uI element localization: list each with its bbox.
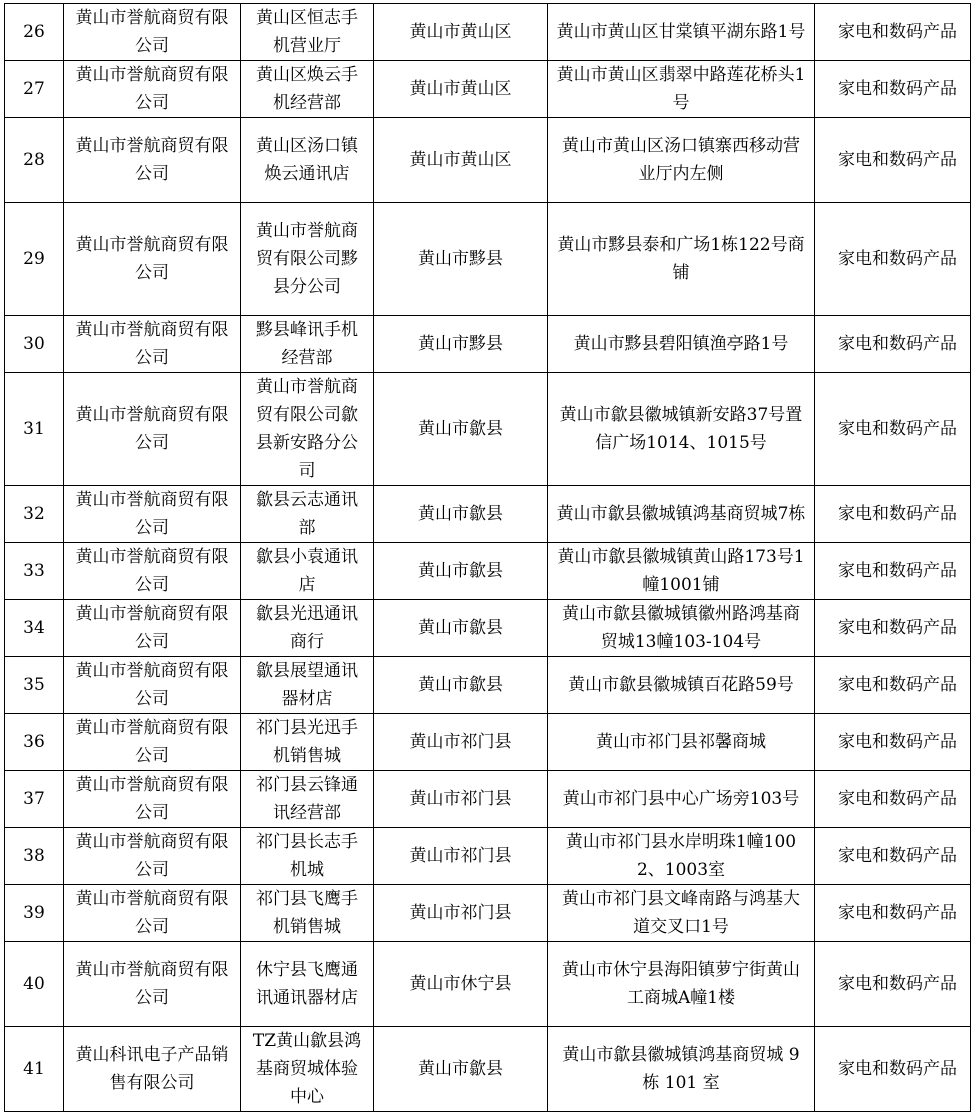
store-name-cell: 歙县小袁通讯店 <box>241 543 374 600</box>
company-cell: 黄山市誉航商贸有限公司 <box>64 203 241 316</box>
company-cell: 黄山科讯电子产品销售有限公司 <box>64 1027 241 1112</box>
area-cell: 黄山市黟县 <box>374 316 548 373</box>
store-name-cell: 歙县云志通讯部 <box>241 486 374 543</box>
area-cell: 黄山市祁门县 <box>374 771 548 828</box>
row-number-cell: 35 <box>5 657 64 714</box>
company-cell: 黄山市誉航商贸有限公司 <box>64 885 241 942</box>
merchant-table-body <box>5 4 971 1112</box>
store-name-cell: 黟县峰讯手机经营部 <box>241 316 374 373</box>
area-cell: 黄山市祁门县 <box>374 828 548 885</box>
category-cell: 家电和数码产品 <box>815 714 971 771</box>
table-row <box>5 316 971 373</box>
address-cell: 黄山市歙县徽城镇百花路59号 <box>548 657 815 714</box>
row-number-cell: 41 <box>5 1027 64 1112</box>
category-cell: 家电和数码产品 <box>815 885 971 942</box>
table-row <box>5 203 971 316</box>
company-cell: 黄山市誉航商贸有限公司 <box>64 771 241 828</box>
row-number-cell: 34 <box>5 600 64 657</box>
row-number-cell: 31 <box>5 373 64 486</box>
area-cell: 黄山市黟县 <box>374 203 548 316</box>
company-cell: 黄山市誉航商贸有限公司 <box>64 657 241 714</box>
address-cell: 黄山市黟县泰和广场1栋122号商铺 <box>548 203 815 316</box>
area-cell: 黄山市黄山区 <box>374 4 548 61</box>
area-cell: 黄山市黄山区 <box>374 61 548 118</box>
store-name-cell: 黄山区汤口镇焕云通讯店 <box>241 118 374 203</box>
address-cell: 黄山市祁门县水岸明珠1幢1002、1003室 <box>548 828 815 885</box>
row-number-cell: 40 <box>5 942 64 1027</box>
table-row <box>5 4 971 61</box>
table-row <box>5 61 971 118</box>
row-number-cell: 39 <box>5 885 64 942</box>
company-cell: 黄山市誉航商贸有限公司 <box>64 61 241 118</box>
area-cell: 黄山市歙县 <box>374 486 548 543</box>
category-cell: 家电和数码产品 <box>815 316 971 373</box>
address-cell: 黄山市黄山区翡翠中路莲花桥头1号 <box>548 61 815 118</box>
company-cell: 黄山市誉航商贸有限公司 <box>64 714 241 771</box>
category-cell: 家电和数码产品 <box>815 771 971 828</box>
store-name-cell: 歙县展望通讯器材店 <box>241 657 374 714</box>
table-row <box>5 942 971 1027</box>
store-name-cell: 黄山市誉航商贸有限公司歙县新安路分公司 <box>241 373 374 486</box>
address-cell: 黄山市歙县徽城镇黄山路173号1幢1001铺 <box>548 543 815 600</box>
row-number-cell: 30 <box>5 316 64 373</box>
address-cell: 黄山市歙县徽城镇新安路37号置信广场1014、1015号 <box>548 373 815 486</box>
address-cell: 黄山市祁门县文峰南路与鸿基大道交叉口1号 <box>548 885 815 942</box>
row-number-cell: 26 <box>5 4 64 61</box>
table-row <box>5 771 971 828</box>
row-number-cell: 27 <box>5 61 64 118</box>
company-cell: 黄山市誉航商贸有限公司 <box>64 942 241 1027</box>
store-name-cell: 黄山区恒志手机营业厅 <box>241 4 374 61</box>
company-cell: 黄山市誉航商贸有限公司 <box>64 543 241 600</box>
row-number-cell: 36 <box>5 714 64 771</box>
row-number-cell: 32 <box>5 486 64 543</box>
category-cell: 家电和数码产品 <box>815 486 971 543</box>
table-row <box>5 657 971 714</box>
company-cell: 黄山市誉航商贸有限公司 <box>64 316 241 373</box>
company-cell: 黄山市誉航商贸有限公司 <box>64 828 241 885</box>
company-cell: 黄山市誉航商贸有限公司 <box>64 118 241 203</box>
area-cell: 黄山市歙县 <box>374 600 548 657</box>
category-cell: 家电和数码产品 <box>815 543 971 600</box>
store-name-cell: 祁门县光迅手机销售城 <box>241 714 374 771</box>
store-name-cell: 休宁县飞鹰通讯通讯器材店 <box>241 942 374 1027</box>
address-cell: 黄山市歙县徽城镇徽州路鸿基商贸城13幢103-104号 <box>548 600 815 657</box>
store-name-cell: TZ黄山歙县鸿基商贸城体验中心 <box>241 1027 374 1112</box>
address-cell: 黄山市歙县徽城镇鸿基商贸城 9 栋 101 室 <box>548 1027 815 1112</box>
address-cell: 黄山市黄山区甘棠镇平湖东路1号 <box>548 4 815 61</box>
category-cell: 家电和数码产品 <box>815 942 971 1027</box>
merchant-table <box>4 3 971 1112</box>
category-cell: 家电和数码产品 <box>815 828 971 885</box>
area-cell: 黄山市祁门县 <box>374 885 548 942</box>
category-cell: 家电和数码产品 <box>815 4 971 61</box>
area-cell: 黄山市歙县 <box>374 657 548 714</box>
address-cell: 黄山市歙县徽城镇鸿基商贸城7栋 <box>548 486 815 543</box>
area-cell: 黄山市歙县 <box>374 373 548 486</box>
row-number-cell: 37 <box>5 771 64 828</box>
area-cell: 黄山市歙县 <box>374 1027 548 1112</box>
table-row <box>5 543 971 600</box>
company-cell: 黄山市誉航商贸有限公司 <box>64 4 241 61</box>
address-cell: 黄山市黄山区汤口镇寨西移动营业厅内左侧 <box>548 118 815 203</box>
row-number-cell: 29 <box>5 203 64 316</box>
table-row <box>5 828 971 885</box>
area-cell: 黄山市黄山区 <box>374 118 548 203</box>
row-number-cell: 28 <box>5 118 64 203</box>
table-row <box>5 1027 971 1112</box>
store-name-cell: 祁门县飞鹰手机销售城 <box>241 885 374 942</box>
store-name-cell: 歙县光迅通讯商行 <box>241 600 374 657</box>
area-cell: 黄山市歙县 <box>374 543 548 600</box>
store-name-cell: 祁门县长志手机城 <box>241 828 374 885</box>
store-name-cell: 黄山市誉航商贸有限公司黟县分公司 <box>241 203 374 316</box>
table-row <box>5 118 971 203</box>
table-row <box>5 714 971 771</box>
store-name-cell: 黄山区焕云手机经营部 <box>241 61 374 118</box>
category-cell: 家电和数码产品 <box>815 1027 971 1112</box>
address-cell: 黄山市祁门县中心广场旁103号 <box>548 771 815 828</box>
address-cell: 黄山市祁门县祁馨商城 <box>548 714 815 771</box>
address-cell: 黄山市休宁县海阳镇萝宁街黄山工商城A幢1楼 <box>548 942 815 1027</box>
category-cell: 家电和数码产品 <box>815 373 971 486</box>
row-number-cell: 38 <box>5 828 64 885</box>
store-name-cell: 祁门县云锋通讯经营部 <box>241 771 374 828</box>
category-cell: 家电和数码产品 <box>815 203 971 316</box>
table-row <box>5 885 971 942</box>
area-cell: 黄山市休宁县 <box>374 942 548 1027</box>
table-row <box>5 600 971 657</box>
company-cell: 黄山市誉航商贸有限公司 <box>64 373 241 486</box>
table-row <box>5 486 971 543</box>
company-cell: 黄山市誉航商贸有限公司 <box>64 486 241 543</box>
category-cell: 家电和数码产品 <box>815 61 971 118</box>
company-cell: 黄山市誉航商贸有限公司 <box>64 600 241 657</box>
row-number-cell: 33 <box>5 543 64 600</box>
category-cell: 家电和数码产品 <box>815 600 971 657</box>
category-cell: 家电和数码产品 <box>815 118 971 203</box>
area-cell: 黄山市祁门县 <box>374 714 548 771</box>
category-cell: 家电和数码产品 <box>815 657 971 714</box>
table-row <box>5 373 971 486</box>
address-cell: 黄山市黟县碧阳镇渔亭路1号 <box>548 316 815 373</box>
